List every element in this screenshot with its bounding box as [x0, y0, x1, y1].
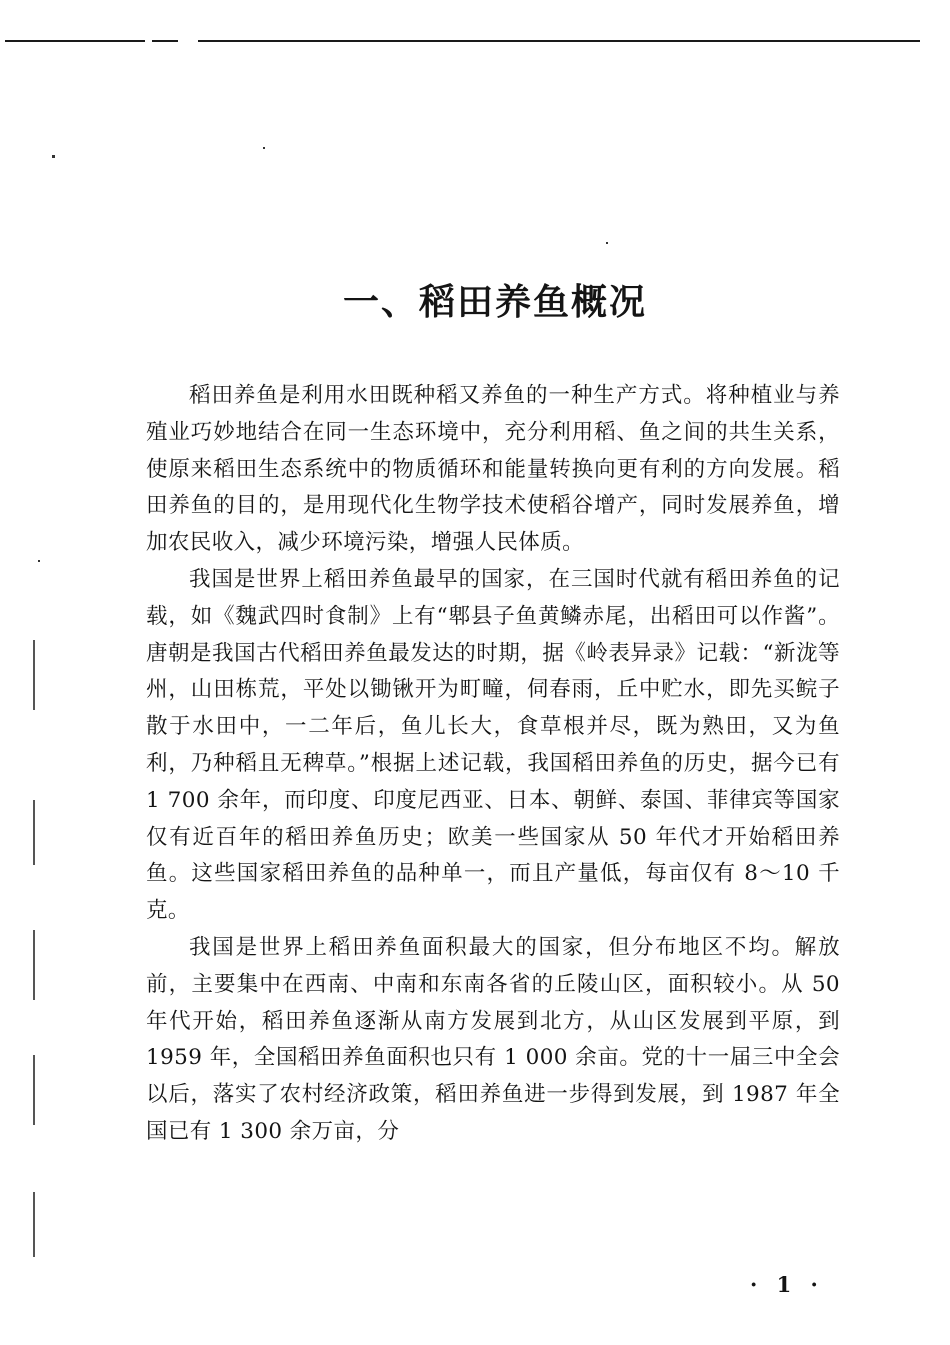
- chapter-title: 一、稻田养鱼概况: [342, 281, 647, 323]
- body-text: [146, 378, 840, 1151]
- margin-scan-bar: [33, 930, 35, 1000]
- top-rule-segment: [5, 40, 145, 42]
- scan-speck: [38, 560, 40, 562]
- paragraph: 我国是世界上稻田养鱼最早的国家，在三国时代就有稻田养鱼的记载，如《魏武四时食制》上有“郫县子鱼黄鳞赤尾，出稻田可以作酱”。唐朝是我国古代稻田养鱼最发达的时期，据《岭表异录》记载：“新泷等州，山田栋荒，平处以锄锹开为町疃，伺春雨，丘中贮水，即先买鲩子散于水田中，一二年后，鱼儿长大，食草根并尽，既为熟田，又为鱼利，乃种稻且无稗草。”根据上述记载，我国稻田养鱼的历史，据今已有 1 700 余年，而印度、印度尼西亚、日本、朝鲜、泰国、菲律宾等国家仅有近百年的稻田养鱼历史；欧美一些国家从 50 年代才开始稻田养鱼。这些国家稻田养鱼的品种单一，而且产量低，每亩仅有 8～10 千克。: [146, 566, 840, 924]
- margin-scan-bar: [33, 640, 35, 710]
- scan-speck: [606, 242, 608, 244]
- top-rule-segment: [198, 40, 920, 42]
- paragraph: 稻田养鱼是利用水田既种稻又养鱼的一种生产方式。将种植业与养殖业巧妙地结合在同一生态环境中，充分利用稻、鱼之间的共生关系，使原来稻田生态系统中的物质循环和能量转换向更有利的方向发展。稻田养鱼的目的，是用现代化生物学技术使稻谷增产，同时发展养鱼，增加农民收入，减少环境污染，增强人民体质。: [146, 383, 840, 556]
- margin-scan-bar: [33, 800, 35, 865]
- page-number: · 1 ·: [750, 1272, 824, 1297]
- paragraph: 我国是世界上稻田养鱼面积最大的国家，但分布地区不均。解放前，主要集中在西南、中南和东南各省的丘陵山区，面积较小。从 50 年代开始，稻田养鱼逐渐从南方发展到北方，从山区发展到平原，到 1959 年，全国稻田养鱼面积也只有 1 000 余亩。党的十一届三中全会以后，落实了农村经济政策，稻田养鱼进一步得到发展，到 1987 年全国已有 1 300 余万亩，分: [146, 934, 840, 1144]
- scan-speck: [52, 155, 55, 158]
- margin-scan-bar: [33, 1192, 35, 1257]
- margin-scan-bar: [33, 1055, 35, 1125]
- top-rule-segment: [152, 40, 178, 42]
- scan-speck: [263, 147, 265, 149]
